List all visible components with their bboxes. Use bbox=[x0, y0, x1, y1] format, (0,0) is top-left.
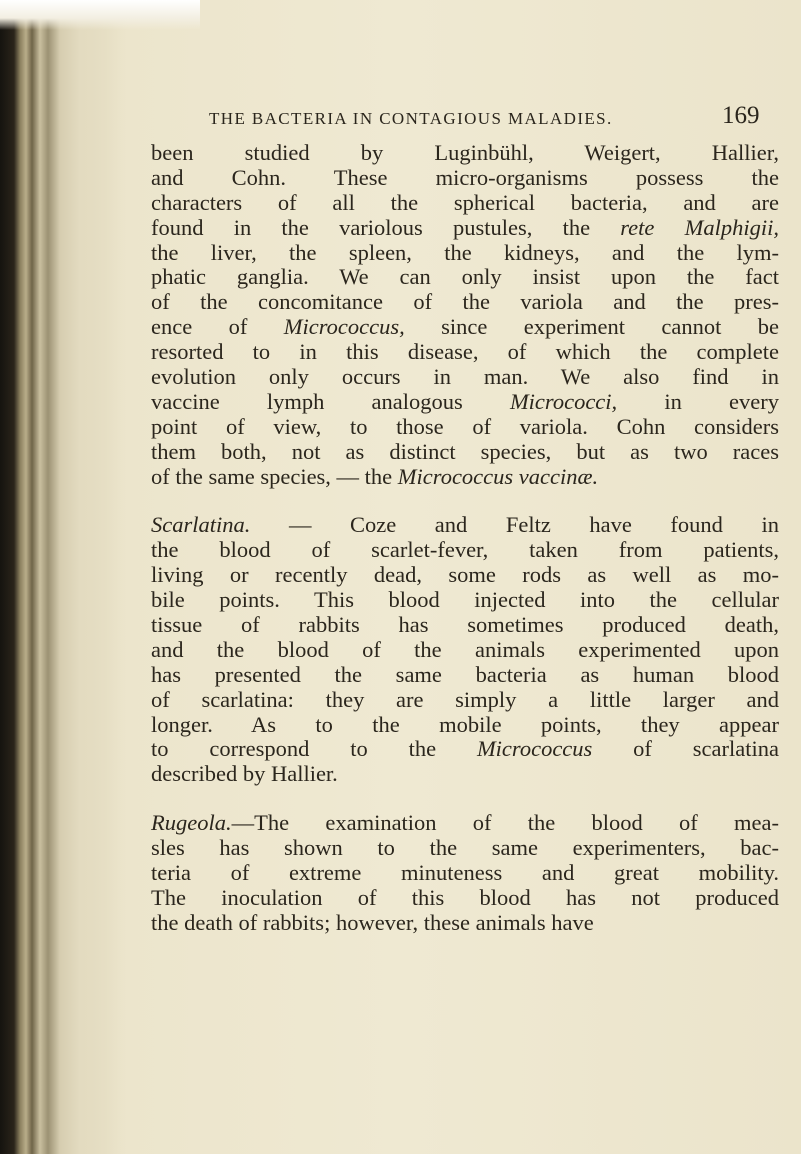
book-spine-shadow bbox=[0, 0, 128, 1154]
text-line: sles has shown to the same experimenters, bac- bbox=[151, 835, 779, 861]
text-line: teria of extreme minuteness and great mobility. bbox=[151, 860, 779, 886]
running-title: THE BACTERIA IN CONTAGIOUS MALADIES. bbox=[209, 109, 613, 128]
text-segment: in every bbox=[617, 388, 779, 414]
paragraph-gap bbox=[151, 787, 779, 811]
text-line: characters of all the spherical bacteria, and are bbox=[151, 189, 779, 215]
italic-term: Micrococcus bbox=[476, 736, 593, 762]
text-segment: of scarlatina bbox=[592, 736, 779, 762]
text-line: of scarlatina: they are simply a little larger and bbox=[151, 686, 779, 712]
text-line: and the blood of the animals experimented upon bbox=[151, 636, 779, 662]
text-segment: since experiment cannot be bbox=[404, 314, 779, 340]
text-segment: of the same species, — the bbox=[151, 463, 398, 489]
text-line: and Cohn. These micro-organisms possess the bbox=[151, 164, 779, 190]
text-line bbox=[151, 390, 779, 415]
italic-term: Micrococci, bbox=[509, 388, 618, 414]
italic-term: rete Malphigii, bbox=[620, 214, 779, 240]
text-line: been studied by Luginbühl, Weigert, Hallier, bbox=[151, 140, 779, 165]
text-line: of the concomitance of the variola and the pres- bbox=[151, 289, 779, 315]
text-line: described by Hallier. bbox=[151, 761, 338, 787]
text-line: living or recently dead, some rods as well as mo- bbox=[151, 562, 779, 588]
text-line: The inoculation of this blood has not produced bbox=[151, 884, 779, 910]
italic-term: Micrococcus vaccinæ. bbox=[397, 463, 599, 489]
text-line bbox=[151, 465, 779, 490]
text-segment: ence of bbox=[151, 314, 284, 340]
body-text bbox=[151, 141, 779, 936]
paragraph-2 bbox=[151, 513, 779, 787]
text-segment: to correspond to the bbox=[151, 736, 477, 762]
text-line: point of view, to those of variola. Cohn considers bbox=[151, 413, 779, 439]
text-segment: — Coze and Feltz have found in bbox=[250, 512, 779, 538]
text-line: longer. As to the mobile points, they appear bbox=[151, 711, 779, 737]
page-number: 169 bbox=[722, 102, 760, 129]
text-segment: found in the variolous pustules, the bbox=[151, 214, 621, 240]
text-line: bile points. This blood injected into the cellular bbox=[151, 587, 779, 613]
italic-term: Scarlatina. bbox=[151, 512, 251, 538]
text-line: resorted to in this disease, of which the complete bbox=[151, 339, 779, 365]
italic-term: Micrococcus, bbox=[283, 314, 405, 340]
text-line bbox=[151, 811, 779, 836]
running-head bbox=[209, 104, 769, 134]
text-line bbox=[151, 216, 779, 241]
text-line bbox=[151, 513, 779, 538]
page-top-edge bbox=[0, 0, 200, 30]
text-segment: —The examination of the blood of mea- bbox=[231, 810, 779, 836]
paragraph-3 bbox=[151, 811, 779, 935]
text-line: the death of rabbits; however, these animals have bbox=[151, 909, 594, 935]
paragraph-1 bbox=[151, 141, 779, 489]
text-line bbox=[151, 737, 779, 762]
text-line: the liver, the spleen, the kidneys, and the lym- bbox=[151, 239, 779, 265]
text-segment: vaccine lymph analogous bbox=[151, 388, 510, 414]
text-line: has presented the same bacteria as human blood bbox=[151, 661, 779, 687]
text-line bbox=[151, 315, 779, 340]
italic-term: Rugeola. bbox=[151, 810, 232, 836]
text-line: evolution only occurs in man. We also find in bbox=[151, 364, 779, 390]
text-line: the blood of scarlet-fever, taken from patients, bbox=[151, 537, 779, 563]
text-line: phatic ganglia. We can only insist upon the fact bbox=[151, 264, 779, 290]
text-line: tissue of rabbits has sometimes produced death, bbox=[151, 612, 779, 638]
paragraph-gap bbox=[151, 489, 779, 513]
text-line: them both, not as distinct species, but as two races bbox=[151, 438, 779, 464]
